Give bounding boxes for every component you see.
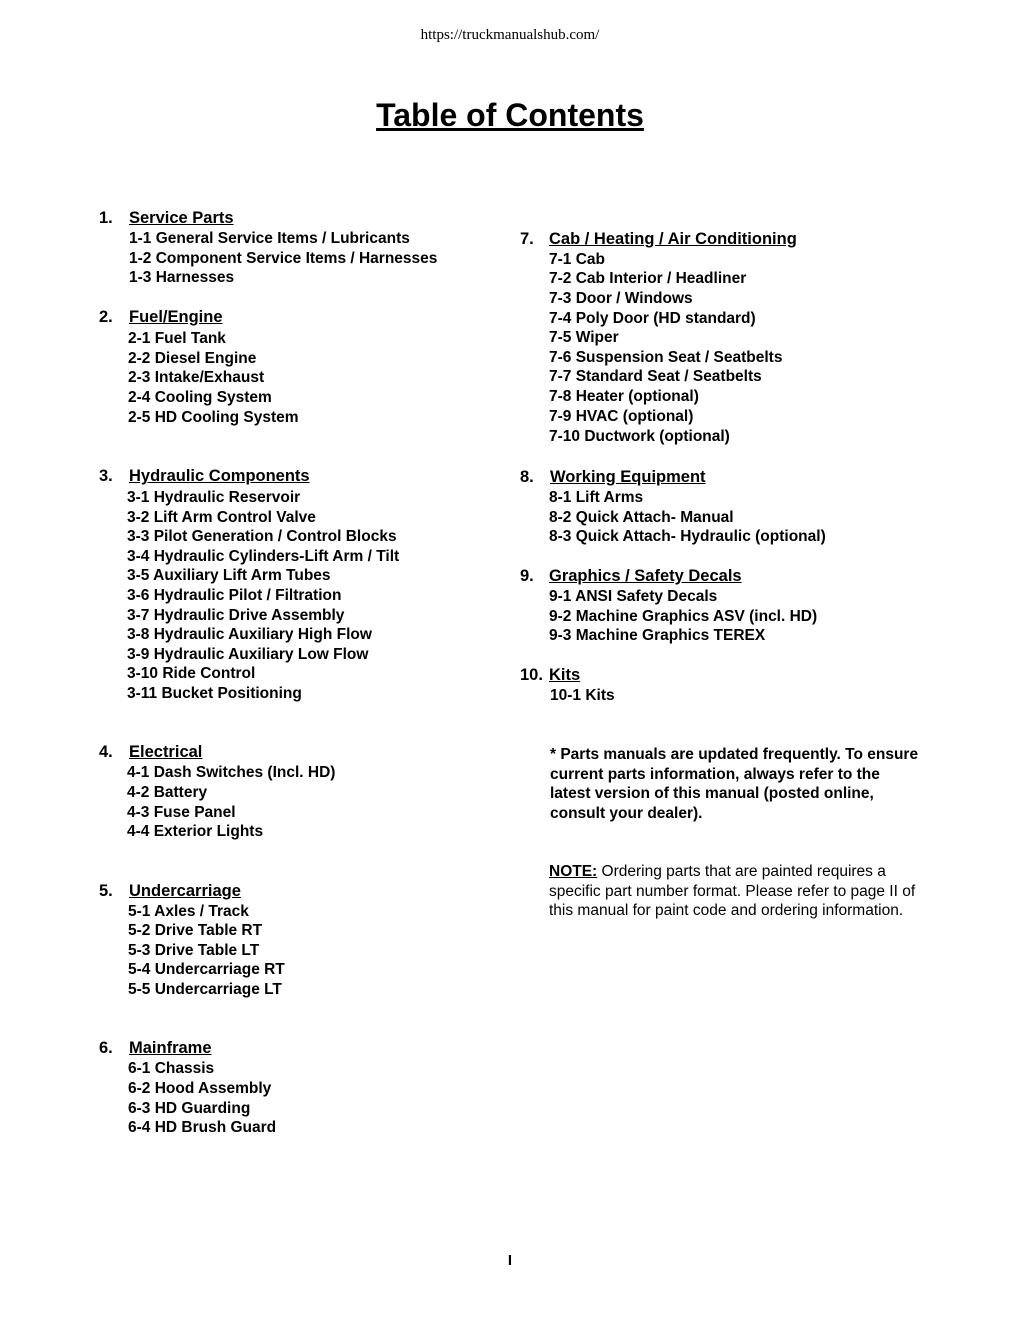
- toc-entry[interactable]: 3-5 Auxiliary Lift Arm Tubes: [127, 567, 331, 584]
- toc-entry[interactable]: 5-3 Drive Table LT: [128, 942, 260, 959]
- toc-entry[interactable]: 6-3 HD Guarding: [128, 1100, 251, 1117]
- section-9-title[interactable]: Graphics / Safety Decals: [549, 567, 742, 585]
- section-5-title[interactable]: Undercarriage: [129, 882, 241, 900]
- toc-entry[interactable]: 5-2 Drive Table RT: [128, 922, 263, 939]
- toc-entry[interactable]: 8-1 Lift Arms: [549, 489, 644, 506]
- toc-entry[interactable]: 2-1 Fuel Tank: [128, 330, 226, 347]
- toc-entry[interactable]: 9-1 ANSI Safety Decals: [549, 588, 718, 605]
- toc-entry[interactable]: 1-1 General Service Items / Lubricants: [129, 230, 410, 247]
- toc-entry[interactable]: 8-2 Quick Attach- Manual: [549, 509, 734, 526]
- toc-entry[interactable]: 2-5 HD Cooling System: [128, 409, 299, 426]
- toc-entry[interactable]: 3-7 Hydraulic Drive Assembly: [127, 607, 345, 624]
- header-url: https://truckmanualshub.com/: [420, 27, 600, 43]
- section-4-number: 4.: [99, 743, 113, 761]
- section-5-number: 5.: [99, 882, 113, 900]
- section-6-title[interactable]: Mainframe: [129, 1039, 212, 1057]
- page-number: I: [507, 1252, 513, 1269]
- section-2-title[interactable]: Fuel/Engine: [129, 308, 223, 326]
- toc-entry[interactable]: 5-1 Axles / Track: [128, 903, 249, 920]
- toc-entry[interactable]: 10-1 Kits: [550, 687, 615, 704]
- section-8-title[interactable]: Working Equipment: [550, 468, 706, 486]
- section-9-number: 9.: [520, 567, 534, 585]
- toc-entry[interactable]: 3-4 Hydraulic Cylinders-Lift Arm / Tilt: [127, 548, 400, 565]
- toc-entry[interactable]: 5-4 Undercarriage RT: [128, 961, 285, 978]
- toc-entry[interactable]: 8-3 Quick Attach- Hydraulic (optional): [549, 528, 826, 545]
- toc-entry[interactable]: 9-2 Machine Graphics ASV (incl. HD): [549, 608, 818, 625]
- toc-entry[interactable]: 3-9 Hydraulic Auxiliary Low Flow: [127, 646, 369, 663]
- toc-entry[interactable]: 4-2 Battery: [127, 784, 208, 801]
- section-1-title[interactable]: Service Parts: [129, 209, 234, 227]
- toc-entry[interactable]: 6-4 HD Brush Guard: [128, 1119, 277, 1136]
- section-10-title[interactable]: Kits: [549, 666, 581, 684]
- paint-note-label: NOTE:: [549, 863, 598, 880]
- section-1-number: 1.: [99, 209, 113, 227]
- toc-entry[interactable]: 2-2 Diesel Engine: [128, 350, 257, 367]
- toc-entry[interactable]: 7-10 Ductwork (optional): [549, 428, 730, 445]
- toc-entry[interactable]: 7-1 Cab: [549, 251, 605, 268]
- section-8-number: 8.: [520, 468, 534, 486]
- update-notice: * Parts manuals are updated frequently. To ensure current parts information, always refer to the latest version of this manual (posted online, consult your dealer).: [550, 746, 919, 822]
- toc-entry[interactable]: 3-6 Hydraulic Pilot / Filtration: [127, 587, 342, 604]
- toc-entry[interactable]: 7-9 HVAC (optional): [549, 408, 694, 425]
- toc-entry[interactable]: 3-8 Hydraulic Auxiliary High Flow: [127, 626, 372, 643]
- toc-entry[interactable]: 1-3 Harnesses: [129, 269, 235, 286]
- toc-entry[interactable]: 4-4 Exterior Lights: [127, 823, 264, 840]
- toc-entry[interactable]: 7-2 Cab Interior / Headliner: [549, 270, 747, 287]
- toc-entry[interactable]: 4-1 Dash Switches (Incl. HD): [127, 764, 336, 781]
- paint-note-text: Ordering parts that are painted requires a specific part number format. Please refer to page II of this manual for paint code and ordering information.: [549, 863, 916, 920]
- toc-entry[interactable]: 7-3 Door / Windows: [549, 290, 693, 307]
- toc-entry[interactable]: 7-7 Standard Seat / Seatbelts: [549, 368, 762, 385]
- section-3-title[interactable]: Hydraulic Components: [129, 467, 310, 485]
- section-7-title[interactable]: Cab / Heating / Air Conditioning: [549, 230, 797, 248]
- toc-entry[interactable]: 3-11 Bucket Positioning: [127, 685, 302, 702]
- toc-entry[interactable]: 7-6 Suspension Seat / Seatbelts: [549, 349, 783, 366]
- toc-entry[interactable]: 4-3 Fuse Panel: [127, 804, 236, 821]
- toc-entry[interactable]: 2-3 Intake/Exhaust: [128, 369, 265, 386]
- section-7-number: 7.: [520, 230, 534, 248]
- toc-entry[interactable]: 9-3 Machine Graphics TEREX: [549, 627, 766, 644]
- toc-entry[interactable]: 7-4 Poly Door (HD standard): [549, 310, 756, 327]
- section-4-title[interactable]: Electrical: [129, 743, 203, 761]
- toc-entry[interactable]: 3-10 Ride Control: [127, 665, 256, 682]
- toc-entry[interactable]: 7-8 Heater (optional): [549, 388, 699, 405]
- toc-entry[interactable]: 7-5 Wiper: [549, 329, 619, 346]
- section-10-number: 10.: [520, 666, 543, 684]
- toc-entry[interactable]: 6-1 Chassis: [128, 1060, 215, 1077]
- section-3-number: 3.: [99, 467, 113, 485]
- toc-entry[interactable]: 3-1 Hydraulic Reservoir: [127, 489, 301, 506]
- page-title: Table of Contents: [376, 97, 644, 133]
- toc-entry[interactable]: 5-5 Undercarriage LT: [128, 981, 282, 998]
- toc-entry[interactable]: 3-3 Pilot Generation / Control Blocks: [127, 528, 397, 545]
- toc-entry[interactable]: 2-4 Cooling System: [128, 389, 272, 406]
- section-6-number: 6.: [99, 1039, 113, 1057]
- toc-entry[interactable]: 1-2 Component Service Items / Harnesses: [129, 250, 438, 267]
- toc-entry[interactable]: 3-2 Lift Arm Control Valve: [127, 509, 316, 526]
- paint-note: [549, 862, 919, 921]
- section-2-number: 2.: [99, 308, 113, 326]
- toc-entry[interactable]: 6-2 Hood Assembly: [128, 1080, 272, 1097]
